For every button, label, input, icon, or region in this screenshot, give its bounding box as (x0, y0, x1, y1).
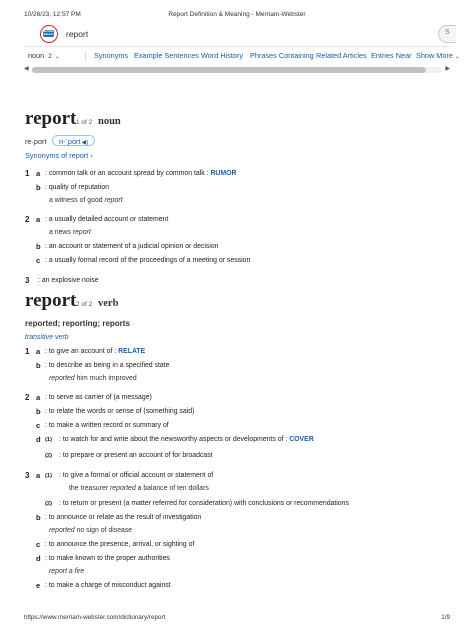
nav-synonyms[interactable]: Synonyms (94, 51, 129, 60)
definition-text: : to return or present (a matter referred for consideration) with conclusions or recommendations (59, 500, 349, 507)
search-button-label: S (445, 29, 450, 36)
transitive-verb-label[interactable]: transitive verb (25, 334, 69, 341)
subsense-number: (2) (45, 453, 53, 459)
synonyms-link-label: Synonyms of report (25, 151, 89, 160)
sense-letter: d (36, 435, 41, 444)
nav-divider (85, 51, 86, 62)
headword-verb: report (25, 290, 77, 311)
definition-text: : an explosive noise (38, 277, 99, 284)
example-sentence: the treasurer reported a balance of ten dollars (69, 485, 209, 492)
nav-related-articles[interactable]: Related Articles (316, 51, 367, 60)
sense-number: 1 (25, 347, 30, 356)
example-sentence: reported him much improved (49, 375, 137, 382)
definition-text: : to make known to the proper authorities (45, 555, 170, 562)
site-header (24, 25, 450, 45)
scroll-right-arrow-icon[interactable]: ▶ (445, 66, 450, 72)
xref-link[interactable]: RUMOR (210, 170, 237, 177)
definition-text: : to serve as carrier of (a message) (45, 394, 152, 401)
definition-text: : to announce the presence, arrival, or sighting of (45, 541, 195, 548)
logo-text: Merriam-Webster (43, 30, 54, 36)
definition-text: : quality of reputation (45, 184, 109, 191)
xref-link[interactable]: COVER (289, 436, 314, 443)
sense-number: 3 (25, 276, 30, 285)
definition-text: : to give a formal or official account or statement of (59, 472, 214, 479)
sense-letter: b (36, 513, 41, 522)
sense-letter: c (36, 256, 41, 265)
nav-show-more-label: Show More (416, 51, 453, 60)
example-sentence: a witness of good report (49, 197, 123, 204)
example-sentence: a news report (49, 229, 91, 236)
scroll-left-arrow-icon[interactable]: ◀ (24, 66, 29, 72)
sense-letter: b (36, 183, 41, 192)
entry-count-2: 2 of 2 (76, 301, 93, 308)
print-header (24, 11, 450, 21)
sense-letter: a (36, 471, 41, 480)
pronunciation-text: ri-ˈpȯrt (59, 137, 81, 146)
search-input[interactable]: report (66, 29, 89, 39)
sense-letter: a (36, 215, 41, 224)
definition-text: : to make a written record or summary of (45, 422, 169, 429)
nav-entries-near[interactable]: Entries Near (371, 51, 412, 60)
definition-text: : to prepare or present an account of for broadcast (59, 452, 213, 459)
sense-letter: c (36, 540, 41, 549)
pronunciation-button[interactable] (52, 135, 95, 146)
sense-number: 1 (25, 169, 30, 178)
definition-text: : common talk or an account spread by common talk : RUMOR (45, 170, 237, 177)
verb-inflections: reported; reporting; reports (25, 319, 130, 328)
chevron-right-icon: › (90, 151, 93, 160)
print-title: Report Definition & Meaning - Merriam-Webster (168, 11, 306, 18)
sense-number: 2 (25, 393, 30, 402)
definition-text: : to watch for and write about the newsworthy aspects or developments of : COVER (59, 436, 314, 443)
scroll-thumb[interactable] (32, 67, 426, 73)
sense-letter: b (36, 361, 41, 370)
sense-letter: b (36, 407, 41, 416)
definition-text: : to give an account of : RELATE (45, 348, 146, 355)
definition-text: : a usually detailed account or statement (45, 216, 169, 223)
sense-letter: a (36, 169, 41, 178)
syllables: re·port (25, 137, 47, 146)
definition-text: : to describe as being in a specified state (45, 362, 170, 369)
xref-link[interactable]: RELATE (118, 348, 146, 355)
print-footer (24, 614, 450, 624)
sense-letter: a (36, 393, 41, 402)
print-url: https://www.merriam-webster.com/dictionary/report (24, 614, 166, 621)
nav-noun-dropdown[interactable] (28, 51, 60, 60)
part-of-speech-noun[interactable]: noun (98, 116, 121, 127)
entry-count-1: 1 of 2 (76, 119, 93, 126)
example-sentence: reported no sign of disease (49, 527, 133, 534)
headword-noun: report (25, 108, 77, 129)
sense-number: 2 (25, 215, 30, 224)
merriam-webster-logo[interactable] (40, 25, 58, 43)
nav-phrases-containing[interactable]: Phrases Containing (250, 51, 314, 60)
print-page-number: 1/9 (441, 614, 450, 621)
sense-number: 3 (25, 471, 30, 480)
sense-letter: c (36, 421, 41, 430)
nav-noun-label: noun (28, 51, 45, 60)
print-date: 10/26/23, 12:57 PM (24, 11, 81, 18)
speaker-icon: ◀) (81, 140, 89, 146)
definition-text: : a usually formal record of the proceedings of a meeting or session (45, 257, 251, 264)
sense-letter: e (36, 581, 41, 590)
entry-nav-bar (24, 46, 460, 64)
sense-letter: b (36, 242, 41, 251)
search-button[interactable] (438, 25, 456, 43)
definition-text: : to relate the words or sense of (something said) (45, 408, 195, 415)
nav-show-more[interactable] (416, 51, 460, 60)
subsense-number: (2) (45, 501, 53, 507)
sense-letter: d (36, 554, 41, 563)
nav-scrollbar[interactable] (24, 66, 450, 74)
definition-text: : an account or statement of a judicial opinion or decision (45, 243, 219, 250)
definition-text: : to make a charge of misconduct against (45, 582, 171, 589)
definition-text: : to announce or relate as the result of investigation (45, 514, 202, 521)
chevron-down-icon: ⌄ (454, 54, 460, 60)
scroll-track[interactable] (32, 67, 442, 73)
chevron-down-icon: ⌄ (54, 54, 60, 60)
nav-example-sentences[interactable]: Example Sentences (134, 51, 199, 60)
nav-word-history[interactable]: Word History (201, 51, 244, 60)
subsense-number: (1) (45, 473, 53, 479)
nav-noun-count: 2 (48, 53, 52, 60)
synonyms-link[interactable] (25, 151, 93, 160)
subsense-number: (1) (45, 437, 53, 443)
part-of-speech-verb[interactable]: verb (98, 298, 119, 309)
sense-letter: a (36, 347, 41, 356)
example-sentence: report a fire (49, 568, 85, 575)
